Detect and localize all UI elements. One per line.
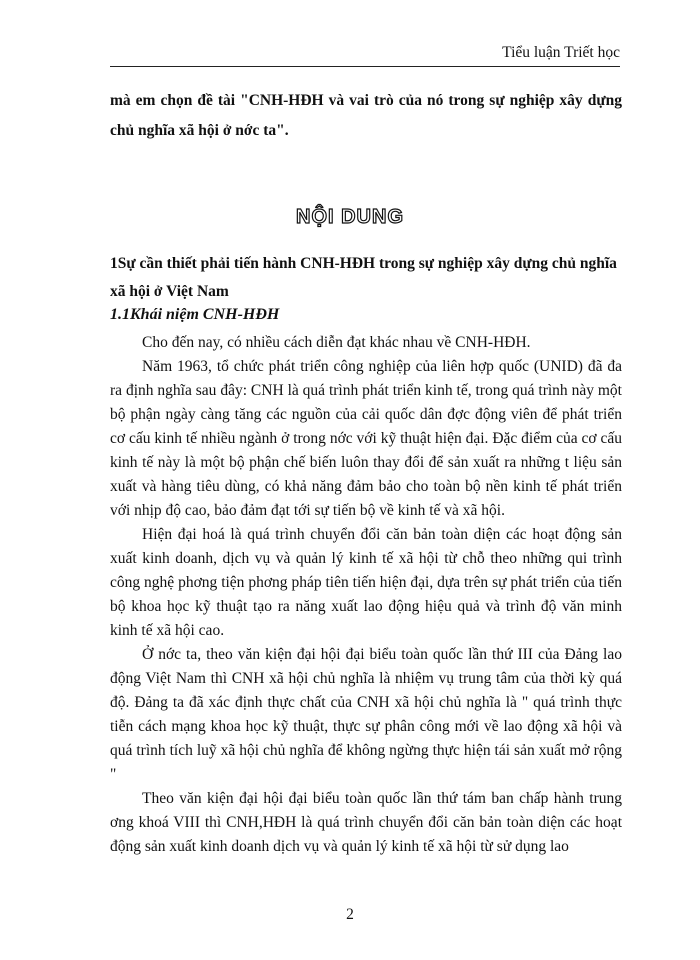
page-number: 2 bbox=[346, 906, 354, 923]
paragraph: Hiện đại hoá là quá trình chuyển đổi căn bản toàn diện các hoạt động sản xuất kinh doanh, dịch vụ và quản lý kinh tế xã hội từ chỗ theo những qui trình công nghệ phơng tiện phơng pháp tiên tiến hiện đại, dựa trên sự phát triển của tiến bộ khoa học kỹ thuật tạo ra năng xuất lao động hiệu quả và trình độ văn minh kinh tế xã hội cao. bbox=[110, 526, 622, 639]
heading-1-1: 1.1Khái niệm CNH-HĐH bbox=[110, 306, 280, 323]
header-title: Tiểu luận Triết học bbox=[502, 44, 620, 61]
page-header bbox=[110, 42, 620, 67]
intro-paragraph: mà em chọn đề tài "CNH-HĐH và vai trò của nó trong sự nghiệp xây dựng chủ nghĩa xã hội ở nớc ta". bbox=[110, 92, 622, 139]
section-title: NỘI DUNG bbox=[296, 206, 404, 228]
paragraph: Theo văn kiện đại hội đại biểu toàn quốc lần thứ tám ban chấp hành trung ơng khoá VIII thì CNH,HĐH là quá trình chuyển đổi căn bản toàn diện các hoạt động sản xuất kinh doanh dịch vụ và quản lý kinh tế xã hội từ sử dụng lao bbox=[110, 790, 622, 855]
paragraph: Năm 1963, tổ chức phát triển công nghiệp của liên hợp quốc (UNID) đã đa ra định nghĩa sau đây: CNH là quá trình phát triển kinh tế, trong quá trình này một bộ phận ngày càng tăng các nguồn của cải quốc dân đợc động viên để phát triển cơ cấu kinh tế nhiều ngành ở trong nớc với kỹ thuật hiện đại. Đặc điểm của cơ cấu kinh tế này là một bộ phận chế biến luôn thay đổi để sản xuất ra những t liệu sản xuất và hàng tiêu dùng, có khả năng đảm bảo cho toàn bộ nền kinh tế phát triển với nhịp độ cao, bảo đảm đạt tới sự tiến bộ về kinh tế và xã hội. bbox=[110, 358, 622, 519]
heading-1: 1Sự cần thiết phải tiến hành CNH-HĐH trong sự nghiệp xây dựng chủ nghĩa xã hội ở Việt Nam bbox=[110, 255, 617, 300]
paragraph: Cho đến nay, có nhiều cách diễn đạt khác nhau về CNH-HĐH. bbox=[142, 334, 531, 351]
paragraph: Ở nớc ta, theo văn kiện đại hội đại biểu toàn quốc lần thứ III của Đảng lao động Việt Nam thì CNH xã hội chủ nghĩa là nhiệm vụ trung tâm của thời kỳ quá độ. Đảng ta đã xác định thực chất của CNH xã hội chủ nghĩa là " quá trình thực tiễn cách mạng khoa học kỹ thuật, thực sự phân công mới về lao động xã hội và quá trình tích luỹ xã hội chủ nghĩa để không ngừng thực hiện tái sản xuất mở rộng " bbox=[110, 646, 622, 783]
body-text bbox=[110, 331, 622, 859]
